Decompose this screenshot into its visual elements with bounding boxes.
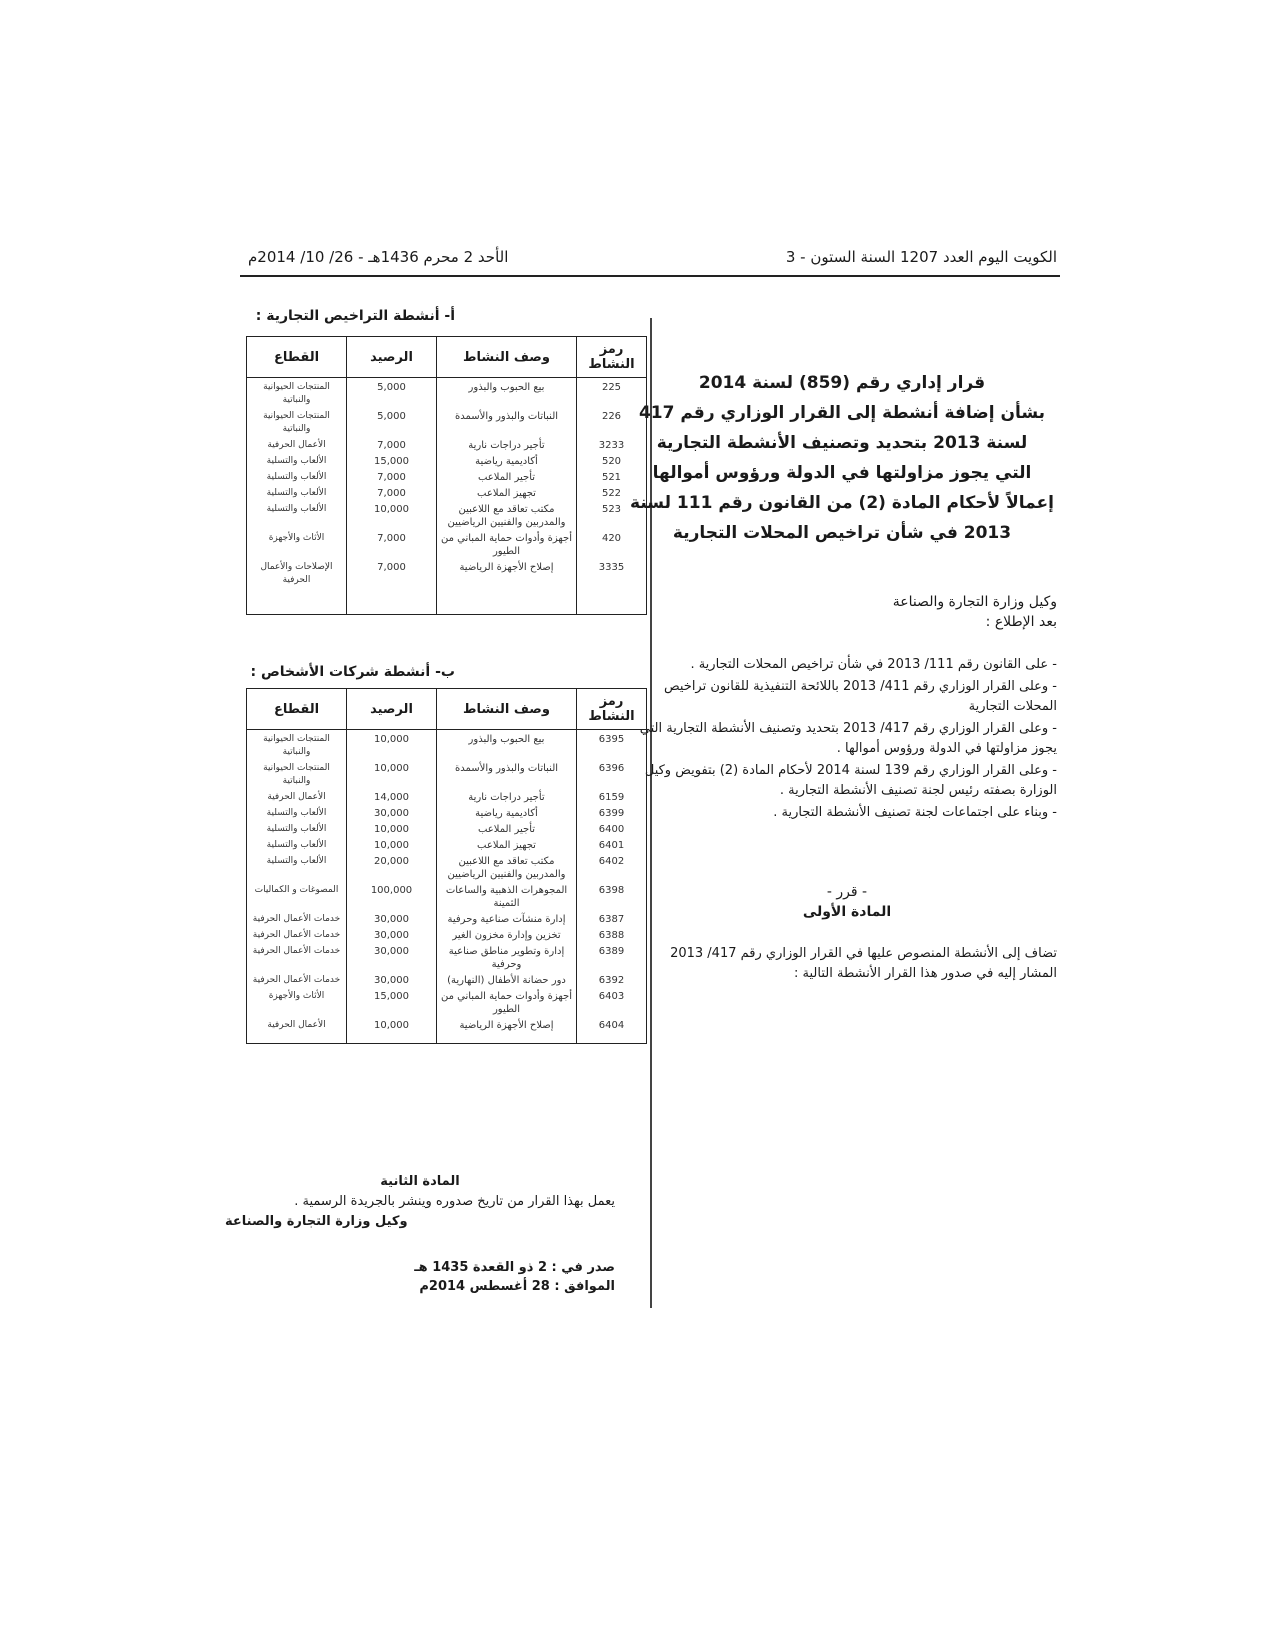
activity-balance: 100,000 [347, 881, 437, 910]
activity-balance: 7,000 [347, 529, 437, 558]
decree-title-line: 2013 في شأن تراخيص المحلات التجارية [672, 523, 1012, 543]
activity-sector: المنتجات الحيوانية والنباتية [247, 378, 347, 408]
article2-text: يعمل بهذا القرار من تاريخ صدوره وينشر بالجريدة الرسمية . [294, 1194, 615, 1209]
activity-sector: خدمات الأعمال الحرفية [247, 910, 347, 926]
activity-code: 6389 [577, 942, 647, 971]
table-row [247, 500, 647, 529]
decree-title-line: قرار إداري رقم (859) لسنة 2014 [698, 373, 986, 393]
table-row [247, 529, 647, 558]
section-a-title: أ- أنشطة التراخيص التجارية : [255, 308, 455, 324]
activity-balance: 7,000 [347, 468, 437, 484]
activity-description: إصلاح الأجهزة الرياضية [437, 1016, 577, 1032]
activity-balance: 15,000 [347, 452, 437, 468]
after-review-label: بعد الإطلاع : [985, 614, 1057, 630]
activity-sector: المصوغات و الكماليات [247, 881, 347, 910]
activity-balance: 10,000 [347, 1016, 437, 1032]
activity-balance: 7,000 [347, 484, 437, 500]
activity-code: 6401 [577, 836, 647, 852]
recital-item: - وبناء على اجتماعات لجنة تصنيف الأنشطة التجارية . [773, 805, 1057, 820]
decree-title-line: بشأن إضافة أنشطة إلى القرار الوزاري رقم 417 [638, 403, 1046, 423]
activity-sector: الأعمال الحرفية [247, 1016, 347, 1032]
gazette-header-date: الأحد 2 محرم 1436هـ - 26/ 10/ 2014م [248, 248, 509, 266]
table-row [247, 407, 647, 436]
activity-description: أجهزة وأدوات حماية المباني من الطيور [437, 529, 577, 558]
activity-description: مكتب تعاقد مع اللاعبين والمدربين والفنيين الرياضيين [437, 852, 577, 881]
activity-sector: المنتجات الحيوانية والنباتية [247, 759, 347, 788]
activity-balance: 5,000 [347, 407, 437, 436]
activity-description: إدارة وتطوير مناطق صناعية وحرفية [437, 942, 577, 971]
column-header-balance: الرصيد [347, 689, 437, 730]
activity-code: 226 [577, 407, 647, 436]
recital-item: - وعلى القرار الوزاري رقم 139 لسنة 2014 لأحكام المادة (2) بتفويض وكيل الوزارة بصفته رئيس لجنة تصنيف الأنشطة التجارية . [644, 763, 1057, 798]
activity-description: تجهيز الملاعب [437, 836, 577, 852]
table-row [247, 1016, 647, 1032]
activity-sector: الألعاب والتسلية [247, 484, 347, 500]
recital-item: - على القانون رقم 111/ 2013 في شأن تراخيص المحلات التجارية . [690, 657, 1057, 672]
activity-code: 225 [577, 378, 647, 408]
activity-balance: 7,000 [347, 558, 437, 587]
activity-description: النباتات والبذور والأسمدة [437, 407, 577, 436]
activity-code: 6392 [577, 971, 647, 987]
activity-sector: الألعاب والتسلية [247, 452, 347, 468]
activity-sector: الأثاث والأجهزة [247, 529, 347, 558]
table-padding-row [247, 1032, 647, 1044]
recital-item: - وعلى القرار الوزاري رقم 417/ 2013 بتحديد وتصنيف الأنشطة التجارية التي يجوز مزاولتها في الدولة ورؤوس أموالها . [639, 721, 1057, 756]
activity-sector: الأثاث والأجهزة [247, 987, 347, 1016]
table-row [247, 484, 647, 500]
table-row [247, 942, 647, 971]
column-header-balance: الرصيد [347, 337, 437, 378]
activity-description: مكتب تعاقد مع اللاعبين والمدربين والفنيين الرياضيين [437, 500, 577, 529]
table-row [247, 926, 647, 942]
activity-code: 6399 [577, 804, 647, 820]
article1-title: المادة الأولى [802, 904, 892, 920]
table-row [247, 378, 647, 408]
recitals-list [637, 655, 1057, 825]
activity-code: 6400 [577, 820, 647, 836]
activity-balance: 30,000 [347, 971, 437, 987]
table-row [247, 759, 647, 788]
activity-sector: المنتجات الحيوانية والنباتية [247, 407, 347, 436]
activity-sector: المنتجات الحيوانية والنباتية [247, 730, 347, 760]
decree-title-line: إعمالاً لأحكام المادة (2) من القانون رقم 111 لسنة [630, 493, 1054, 513]
article2-block [225, 1172, 615, 1232]
table-row [247, 836, 647, 852]
activity-description: بيع الحبوب والبذور [437, 378, 577, 408]
activity-description: المجوهرات الذهبية والساعات الثمينة [437, 881, 577, 910]
issued-gregorian-date: الموافق : 28 أغسطس 2014م [419, 1279, 615, 1294]
column-header-sector: القطاع [247, 689, 347, 730]
activity-description: دور حضانة الأطفال (النهارية) [437, 971, 577, 987]
column-header-description: وصف النشاط [437, 689, 577, 730]
activity-sector: الألعاب والتسلية [247, 804, 347, 820]
issuer-block [637, 592, 1057, 632]
table-row [247, 788, 647, 804]
section-b-table [246, 688, 647, 1044]
activity-balance: 10,000 [347, 759, 437, 788]
activity-code: 523 [577, 500, 647, 529]
activity-sector: الألعاب والتسلية [247, 852, 347, 881]
table-header-row [247, 337, 647, 378]
activity-code: 6402 [577, 852, 647, 881]
recital-item: - وعلى القرار الوزاري رقم 411/ 2013 باللائحة التنفيذية للقانون تراخيص المحلات التجارية [663, 679, 1057, 714]
table-row [247, 881, 647, 910]
column-header-code: رمز النشاط [577, 337, 647, 378]
activity-balance: 30,000 [347, 926, 437, 942]
activity-description: أكاديمية رياضية [437, 804, 577, 820]
activity-description: تخزين وإدارة مخزون الغير [437, 926, 577, 942]
table-padding-row [247, 587, 647, 615]
activity-balance: 5,000 [347, 378, 437, 408]
activity-balance: 15,000 [347, 987, 437, 1016]
column-header-description: وصف النشاط [437, 337, 577, 378]
issue-date-block [225, 1258, 615, 1296]
activity-description: تجهيز الملاعب [437, 484, 577, 500]
issued-hijri-date: صدر في : 2 ذو القعدة 1435 هـ [414, 1260, 615, 1275]
activity-sector: الأعمال الحرفية [247, 436, 347, 452]
activity-sector: الأعمال الحرفية [247, 788, 347, 804]
activity-sector: خدمات الأعمال الحرفية [247, 926, 347, 942]
article1-text: تضاف إلى الأنشطة المنصوص عليها في القرار الوزاري رقم 417/ 2013 المشار إليه في صدور هذا القرار الأنشطة التالية : [670, 946, 1057, 981]
activity-sector: الألعاب والتسلية [247, 820, 347, 836]
table-row [247, 452, 647, 468]
table-row [247, 730, 647, 760]
activity-code: 6387 [577, 910, 647, 926]
resolved-label: - قرر - [826, 884, 868, 900]
activity-description: أكاديمية رياضية [437, 452, 577, 468]
activity-code: 3335 [577, 558, 647, 587]
activity-balance: 7,000 [347, 436, 437, 452]
column-header-code: رمز النشاط [577, 689, 647, 730]
activity-balance: 10,000 [347, 836, 437, 852]
activity-description: بيع الحبوب والبذور [437, 730, 577, 760]
activity-description: أجهزة وأدوات حماية المباني من الطيور [437, 987, 577, 1016]
activity-description: تأجير دراجات نارية [437, 788, 577, 804]
table-row [247, 558, 647, 587]
table-row [247, 987, 647, 1016]
decree-title-line: التي يجوز مزاولتها في الدولة ورؤوس أموالها [652, 463, 1032, 483]
header-divider [240, 275, 1060, 277]
table-row [247, 910, 647, 926]
activity-balance: 14,000 [347, 788, 437, 804]
activity-code: 3233 [577, 436, 647, 452]
activity-description: تأجير الملاعب [437, 820, 577, 836]
table-row [247, 971, 647, 987]
section-a-table [246, 336, 647, 615]
resolved-block [637, 882, 1057, 922]
activity-description: النباتات والبذور والأسمدة [437, 759, 577, 788]
activity-sector: الألعاب والتسلية [247, 500, 347, 529]
activity-description: تأجير دراجات نارية [437, 436, 577, 452]
activity-code: 6404 [577, 1016, 647, 1032]
decree-title-line: لسنة 2013 بتحديد وتصنيف الأنشطة التجارية [656, 433, 1028, 453]
decree-title [627, 368, 1057, 548]
table-row [247, 436, 647, 452]
activity-balance: 10,000 [347, 820, 437, 836]
activity-balance: 20,000 [347, 852, 437, 881]
gazette-header-issue: الكويت اليوم العدد 1207 السنة الستون - 3 [785, 248, 1057, 266]
issuer-name: وكيل وزارة التجارة والصناعة [892, 594, 1057, 610]
activity-code: 6388 [577, 926, 647, 942]
activity-description: إصلاح الأجهزة الرياضية [437, 558, 577, 587]
activity-balance: 10,000 [347, 730, 437, 760]
table-row [247, 852, 647, 881]
table-row [247, 820, 647, 836]
activity-code: 6395 [577, 730, 647, 760]
signatory: وكيل وزارة التجارة والصناعة [225, 1214, 408, 1229]
table-header-row [247, 689, 647, 730]
column-header-sector: القطاع [247, 337, 347, 378]
activity-sector: الألعاب والتسلية [247, 836, 347, 852]
table-row [247, 804, 647, 820]
activity-sector: خدمات الأعمال الحرفية [247, 971, 347, 987]
activity-code: 420 [577, 529, 647, 558]
table-row [247, 468, 647, 484]
activity-description: إدارة منشآت صناعية وحرفية [437, 910, 577, 926]
activity-code: 6159 [577, 788, 647, 804]
activity-balance: 30,000 [347, 910, 437, 926]
activity-balance: 30,000 [347, 804, 437, 820]
activity-code: 6396 [577, 759, 647, 788]
activity-balance: 30,000 [347, 942, 437, 971]
article2-title: المادة الثانية [380, 1174, 460, 1189]
section-b-title: ب- أنشطة شركات الأشخاص : [250, 664, 455, 680]
activity-code: 6398 [577, 881, 647, 910]
activity-sector: خدمات الأعمال الحرفية [247, 942, 347, 971]
activity-description: تأجير الملاعب [437, 468, 577, 484]
activity-sector: الألعاب والتسلية [247, 468, 347, 484]
activity-sector: الإصلاحات والأعمال الحرفية [247, 558, 347, 587]
activity-code: 6403 [577, 987, 647, 1016]
activity-code: 521 [577, 468, 647, 484]
activity-code: 520 [577, 452, 647, 468]
activity-balance: 10,000 [347, 500, 437, 529]
activity-code: 522 [577, 484, 647, 500]
